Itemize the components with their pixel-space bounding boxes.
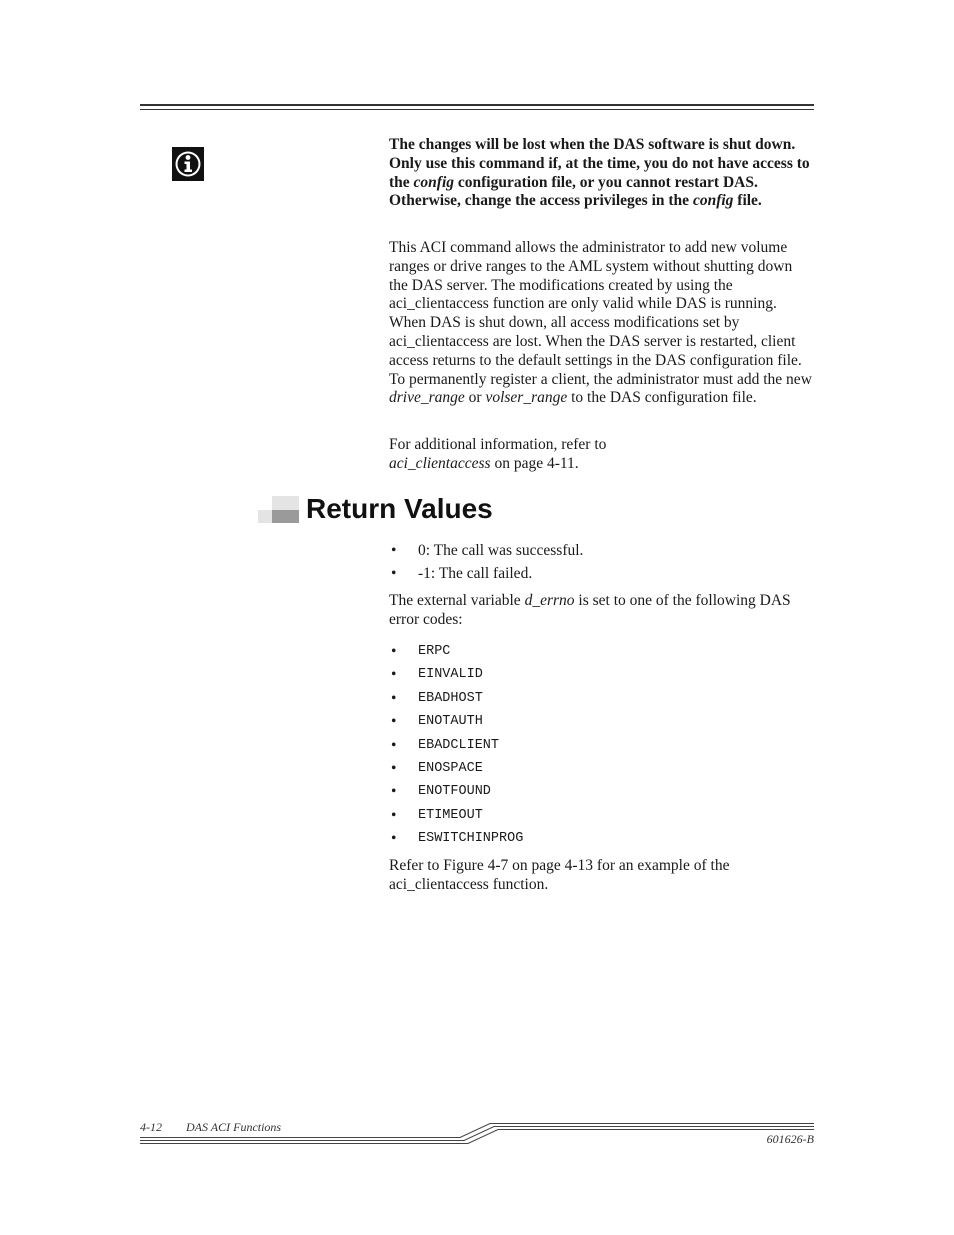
errno-paragraph [389, 592, 814, 630]
note-text [389, 136, 814, 211]
list-item [389, 562, 583, 585]
list-item-text: -1: The call failed. [418, 565, 533, 583]
config-term: config [413, 173, 455, 191]
list-item [389, 827, 523, 850]
list-item [389, 663, 523, 686]
error-code: EBADCLIENT [418, 737, 500, 753]
list-item [389, 734, 523, 757]
note-text-seg: file. [733, 192, 762, 210]
list-item [389, 687, 523, 710]
document-number: 601626-B [766, 1132, 814, 1146]
paragraph-seg: The external variable [389, 592, 525, 609]
bullet: • [391, 542, 397, 559]
bullet: • [391, 713, 397, 731]
bullet: • [391, 830, 397, 848]
error-code: ERPC [418, 644, 451, 659]
volser-range-term: volser_range [485, 389, 568, 407]
list-item [389, 640, 523, 663]
error-code: EINVALID [418, 667, 483, 683]
list-item-text: 0: The call was successful. [418, 542, 584, 559]
description-paragraph [389, 239, 814, 408]
errno-term: d_errno [524, 592, 575, 609]
note-text-seg: The changes will be lost when the DAS software is shut down. Only use this command if, at the time, you do not have access to the [389, 136, 810, 191]
list-item [389, 780, 523, 803]
error-code: EBADHOST [418, 690, 483, 706]
paragraph-seg: For additional information, refer to [389, 436, 607, 453]
chapter-title: DAS ACI Functions [186, 1120, 282, 1134]
example-reference-paragraph: Refer to Figure 4-7 on page 4-13 for an example of the aci_clientaccess function. [389, 857, 730, 893]
bullet: • [391, 689, 397, 707]
page-footer [140, 1120, 814, 1150]
paragraph-seg: or [464, 389, 486, 407]
footer-left [140, 1120, 281, 1135]
paragraph-seg: This ACI command allows the administrator to add new volume ranges or drive ranges to the AML system without shutting down the DAS server. The modifications created by using the aci_clientaccess function are only valid while DAS is running. When DAS is shut down, all access modifications set by aci_clientaccess are lost. When the DAS server is restarted, client access returns to the default settings in the DAS configuration file. To permanently register a client, the administrator must add the new [389, 239, 812, 388]
bullet: • [391, 783, 397, 801]
list-item [389, 804, 523, 827]
list-item [389, 710, 523, 733]
section-title: Return Values [306, 493, 493, 524]
bullet: • [391, 806, 397, 824]
cross-reference-link[interactable]: aci_clientaccess [389, 454, 491, 472]
bullet: • [391, 736, 397, 754]
drive-range-term: drive_range [389, 389, 465, 407]
header-rule [140, 104, 814, 110]
config-term: config [692, 192, 734, 210]
paragraph-seg: to the DAS configuration file. [567, 389, 757, 407]
bullet: • [391, 643, 397, 660]
error-code: ETIMEOUT [418, 807, 483, 823]
error-code: ENOTAUTH [418, 714, 483, 730]
list-item [389, 757, 523, 780]
info-icon [171, 146, 205, 182]
paragraph-seg: is set to one of the following DAS error codes: [389, 592, 791, 628]
bullet: • [391, 759, 397, 777]
error-codes-list [389, 640, 523, 851]
paragraph-seg: on page 4-11. [490, 454, 579, 472]
bullet: • [391, 565, 397, 583]
error-code: ESWITCHINPROG [418, 831, 524, 847]
error-code: ENOSPACE [418, 760, 483, 776]
note-text-seg: configuration file, or you cannot restart DAS. Otherwise, change the access privileges in the [389, 173, 758, 210]
page-number: 4-12 [140, 1120, 162, 1134]
heading-marker-icon [258, 494, 300, 524]
list-item [389, 539, 583, 562]
reference-paragraph [389, 436, 814, 474]
bullet: • [391, 666, 397, 684]
error-code: ENOTFOUND [418, 784, 491, 800]
return-values-list [389, 539, 583, 586]
